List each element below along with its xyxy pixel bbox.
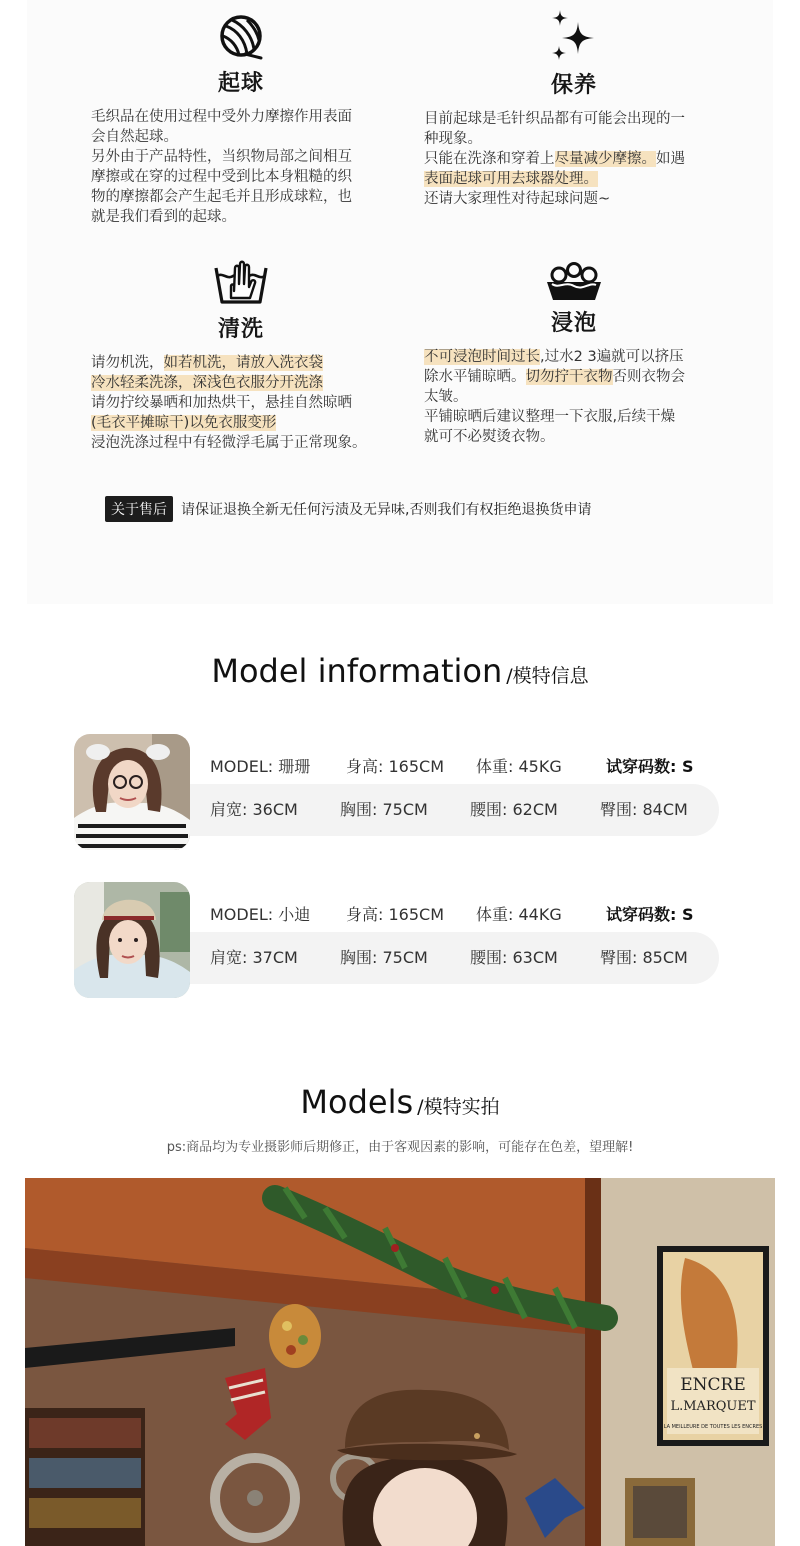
maintenance-text (424, 109, 724, 209)
maintenance-title: 保养 (550, 73, 597, 98)
poster-text: LA MEILLEURE DE TOUTES LES ENCRES (663, 1424, 763, 1430)
highlight-span: 如若机洗，请放入洗衣袋 (163, 355, 323, 371)
model-stats-row (210, 902, 736, 925)
model-stats-row (210, 754, 736, 777)
model-photo-avatar (74, 734, 190, 850)
model-photo-hero (25, 1178, 775, 1546)
model-height: 身高: 165CM (346, 757, 444, 776)
models-title-en: Models (300, 1083, 414, 1121)
model-size: 试穿码数: S (606, 757, 694, 776)
model-name: MODEL: 珊珊 (210, 757, 311, 776)
soaking-text (424, 347, 724, 447)
highlight-span: 冷水轻柔洗涤，深浅色衣服分开洗涤 (91, 375, 323, 391)
model-hip: 臀围: 84CM (600, 800, 688, 819)
poster-text: ENCRE (680, 1375, 746, 1395)
soaking-line: 太皱。 (424, 389, 468, 405)
washing-text (91, 353, 391, 453)
model-waist: 腰围: 62CM (470, 800, 558, 819)
text-span: 除水平铺晾晒。 (424, 369, 526, 385)
model-photo-avatar (74, 882, 190, 998)
model-card (74, 882, 724, 1000)
soaking-line: 就可不必熨烫衣物。 (424, 429, 555, 445)
model-measure-row (210, 797, 730, 820)
washing-line (91, 373, 391, 393)
color-difference-note: ps:商品均为专业摄影师后期修正，由于客观因素的影响，可能存在色差，望理解! (166, 1140, 634, 1155)
model-measure-row (210, 945, 730, 968)
washing-line (91, 413, 391, 433)
text-span: 请勿机洗， (91, 355, 164, 371)
aftersale-notice (105, 496, 591, 522)
soaking-title: 浸泡 (550, 311, 597, 336)
pilling-line: 毛织品在使用过程中受外力摩擦作用表面 (91, 109, 352, 125)
pilling-line: 摩擦或在穿的过程中受到比本身粗糙的织 (91, 169, 352, 185)
model-info-title-cn: /模特信息 (506, 665, 589, 687)
model-info-title-en: Model information (211, 652, 503, 690)
pilling-line: 物的摩擦都会产生起毛并且形成球粒，也 (91, 189, 352, 205)
model-chest: 胸围: 75CM (340, 800, 428, 819)
highlight-span: 切勿拧干衣物 (525, 369, 613, 385)
poster-text: L.MARQUET (670, 1399, 756, 1414)
text-span: 否则衣物会 (612, 369, 685, 385)
maintenance-line: 还请大家理性对待起球问题~ (424, 191, 611, 207)
washing-title: 清洗 (217, 317, 264, 342)
washing-line: 请勿拧绞暴晒和加热烘干，悬挂自然晾晒 (91, 395, 352, 411)
model-hip: 臀围: 85CM (600, 948, 688, 967)
text-span: ,过水2 3遍就可以挤压 (540, 349, 684, 365)
model-shoulder: 肩宽: 36CM (210, 800, 298, 819)
text-span: 只能在洗涤和穿着上 (424, 151, 555, 167)
model-info-heading (0, 652, 800, 690)
model-height: 身高: 165CM (346, 905, 444, 924)
care-instructions-panel (27, 0, 773, 604)
model-size: 试穿码数: S (606, 905, 694, 924)
pilling-line: 会自然起球。 (91, 129, 178, 145)
highlight-span: (毛衣平摊晾干)以免衣服变形 (91, 415, 277, 431)
highlight-span: 不可浸泡时间过长 (424, 349, 540, 365)
pilling-text (91, 107, 391, 227)
pilling-line: 就是我们看到的起球。 (91, 209, 236, 225)
pilling-line: 另外由于产品特性，当织物局部之间相互 (91, 149, 352, 165)
yarn-ball-icon (217, 12, 265, 62)
aftersale-tag: 关于售后 (105, 496, 173, 522)
washing-line (91, 353, 391, 373)
maintenance-line: 种现象。 (424, 131, 482, 147)
soaking-line (424, 347, 724, 367)
model-card (74, 734, 724, 852)
model-waist: 腰围: 63CM (470, 948, 558, 967)
care-item-pilling (91, 12, 391, 227)
models-heading (0, 1083, 800, 1121)
soaking-line: 平铺晾晒后建议整理一下衣服,后续干燥 (424, 409, 676, 425)
maintenance-line (424, 169, 724, 189)
pilling-title: 起球 (217, 71, 264, 96)
aftersale-text: 请保证退换全新无任何污渍及无异味,否则我们有权拒绝退换货申请 (181, 502, 592, 518)
care-item-maintenance (424, 8, 724, 209)
model-shoulder: 肩宽: 37CM (210, 948, 298, 967)
model-weight: 体重: 45KG (476, 757, 562, 776)
care-item-washing (91, 260, 391, 453)
maintenance-line (424, 149, 724, 169)
highlight-span: 尽量减少摩擦。 (554, 151, 656, 167)
care-item-soaking (424, 262, 724, 447)
soak-basin-icon (545, 262, 603, 302)
hand-wash-icon (213, 260, 269, 308)
models-title-cn: /模特实拍 (417, 1096, 500, 1118)
model-chest: 胸围: 75CM (340, 948, 428, 967)
washing-line: 浸泡洗涤过程中有轻微浮毛属于正常现象。 (91, 435, 367, 451)
model-name: MODEL: 小迪 (210, 905, 311, 924)
maintenance-line: 目前起球是毛针织品都有可能会出现的一 (424, 111, 685, 127)
sparkle-icon (548, 8, 600, 64)
model-weight: 体重: 44KG (476, 905, 562, 924)
highlight-span: 表面起球可用去球器处理。 (424, 171, 598, 187)
soaking-line (424, 367, 724, 387)
text-span: 如遇 (656, 151, 685, 167)
